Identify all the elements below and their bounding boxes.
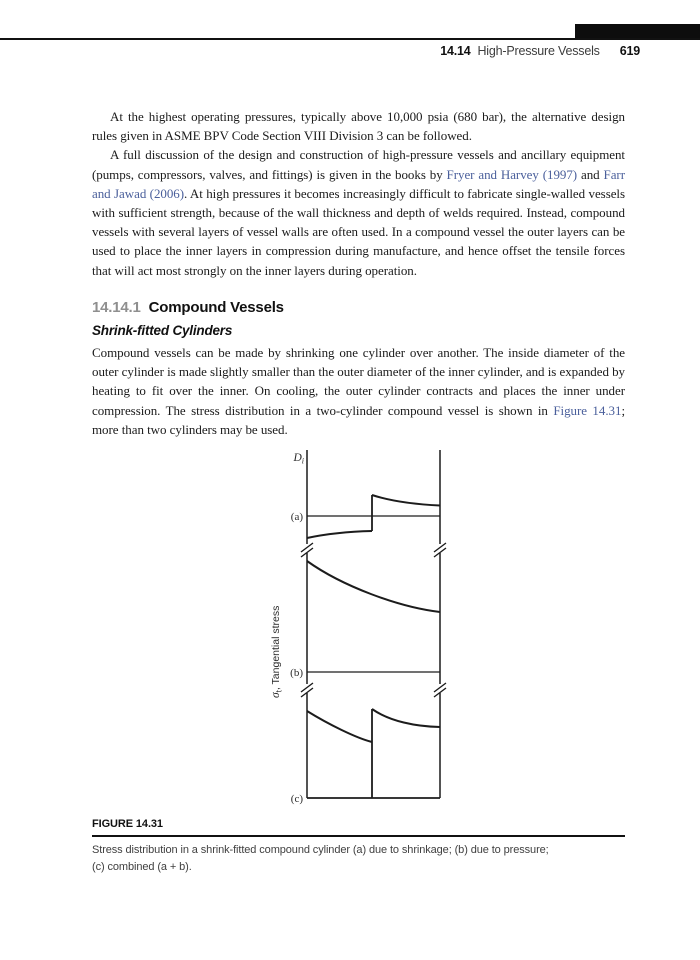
figure-caption-label: FIGURE 14.31: [92, 818, 163, 830]
paragraph-3: [92, 343, 625, 439]
paragraph-3-text-2: ; more than two cylinders may be used.: [92, 402, 625, 437]
header-rule: [0, 38, 700, 40]
section-heading-number: 14.14.1: [92, 299, 141, 316]
panel-c-label: (c): [290, 793, 303, 805]
header-corner-bar: [575, 24, 700, 38]
figure-reference-link[interactable]: Figure 14.31: [553, 402, 622, 418]
y-axis-label: $\sigma_t$, Tangential stress: [270, 605, 284, 698]
figure-14-31-diagram: [260, 445, 470, 810]
paragraph-2: [92, 145, 625, 279]
citation-farr-jawad[interactable]: Farr and Jawad (2006): [92, 166, 625, 201]
section-heading-title: Compound Vessels: [148, 299, 284, 316]
running-head-title: High-Pressure Vessels: [477, 44, 600, 58]
figure-caption-line-1: Stress distribution in a shrink-fitted compound cylinder (a) due to shrinkage; (b) due to pressure;: [92, 844, 549, 856]
figure-caption: [92, 842, 632, 876]
panel-b-label: (b): [290, 667, 303, 679]
paragraph-1: [92, 107, 625, 145]
panel-a-outer-curve: [372, 495, 440, 506]
figure-caption-line-2: (c) combined (a + b).: [92, 861, 192, 873]
panel-a-label: (a): [290, 511, 303, 523]
paragraph-3-text-1: Compound vessels can be made by shrinking one cylinder over another. The inside diameter of the outer cylinder is made slightly smaller than the outer diameter of the inner cylinder, and is expanded by heating to fit over the inner. On cooling, the outer cylinder contracts and places the inner under compression. The stress distribution in a two-cylinder compound vessel is shown in: [92, 345, 625, 418]
panel-a-inner-curve: [307, 531, 372, 538]
page-number: 619: [619, 44, 640, 58]
paragraph-2-text-1: A full discussion of the design and construction of high-pressure vessels and ancillary equipment (pumps, compressors, valves, and fittings) is given in the books by: [92, 147, 625, 182]
figure-caption-rule: [92, 835, 625, 837]
paragraph-2-text-3: . At high pressures it becomes increasingly difficult to fabricate single-walled vessels with sufficient strength, because of the wall thickness and depth of welds required. Instead, compound vessels with several layers of vessel walls are often used. In a compound vessel the outer layers can be used to place the inner layers in compression during manufacture, and hence offset the tensile forces that will act most strongly on the inner layers during operation.: [92, 185, 625, 278]
body-text: [92, 107, 625, 280]
running-head: [440, 44, 640, 58]
running-head-section-number: 14.14: [440, 44, 471, 58]
axis-break-marks-lower: [301, 683, 446, 697]
paragraph-2-text-2: and: [577, 166, 604, 182]
subsection-heading: Shrink-fitted Cylinders: [92, 323, 233, 338]
panel-c-outer-curve: [372, 709, 440, 727]
panel-b-curve: [307, 561, 440, 612]
citation-fryer-harvey[interactable]: Fryer and Harvey (1997): [446, 166, 578, 182]
inner-diameter-label: $D_i$: [293, 452, 304, 466]
paragraph-1-text: At the highest operating pressures, typically above 10,000 psia (680 bar), the alternative design rules given in ASME BPV Code Section VIII Division 3 can be followed.: [92, 109, 625, 144]
axis-break-marks-upper: [301, 543, 446, 557]
section-heading: [92, 299, 284, 316]
panel-c-inner-curve: [307, 711, 372, 742]
